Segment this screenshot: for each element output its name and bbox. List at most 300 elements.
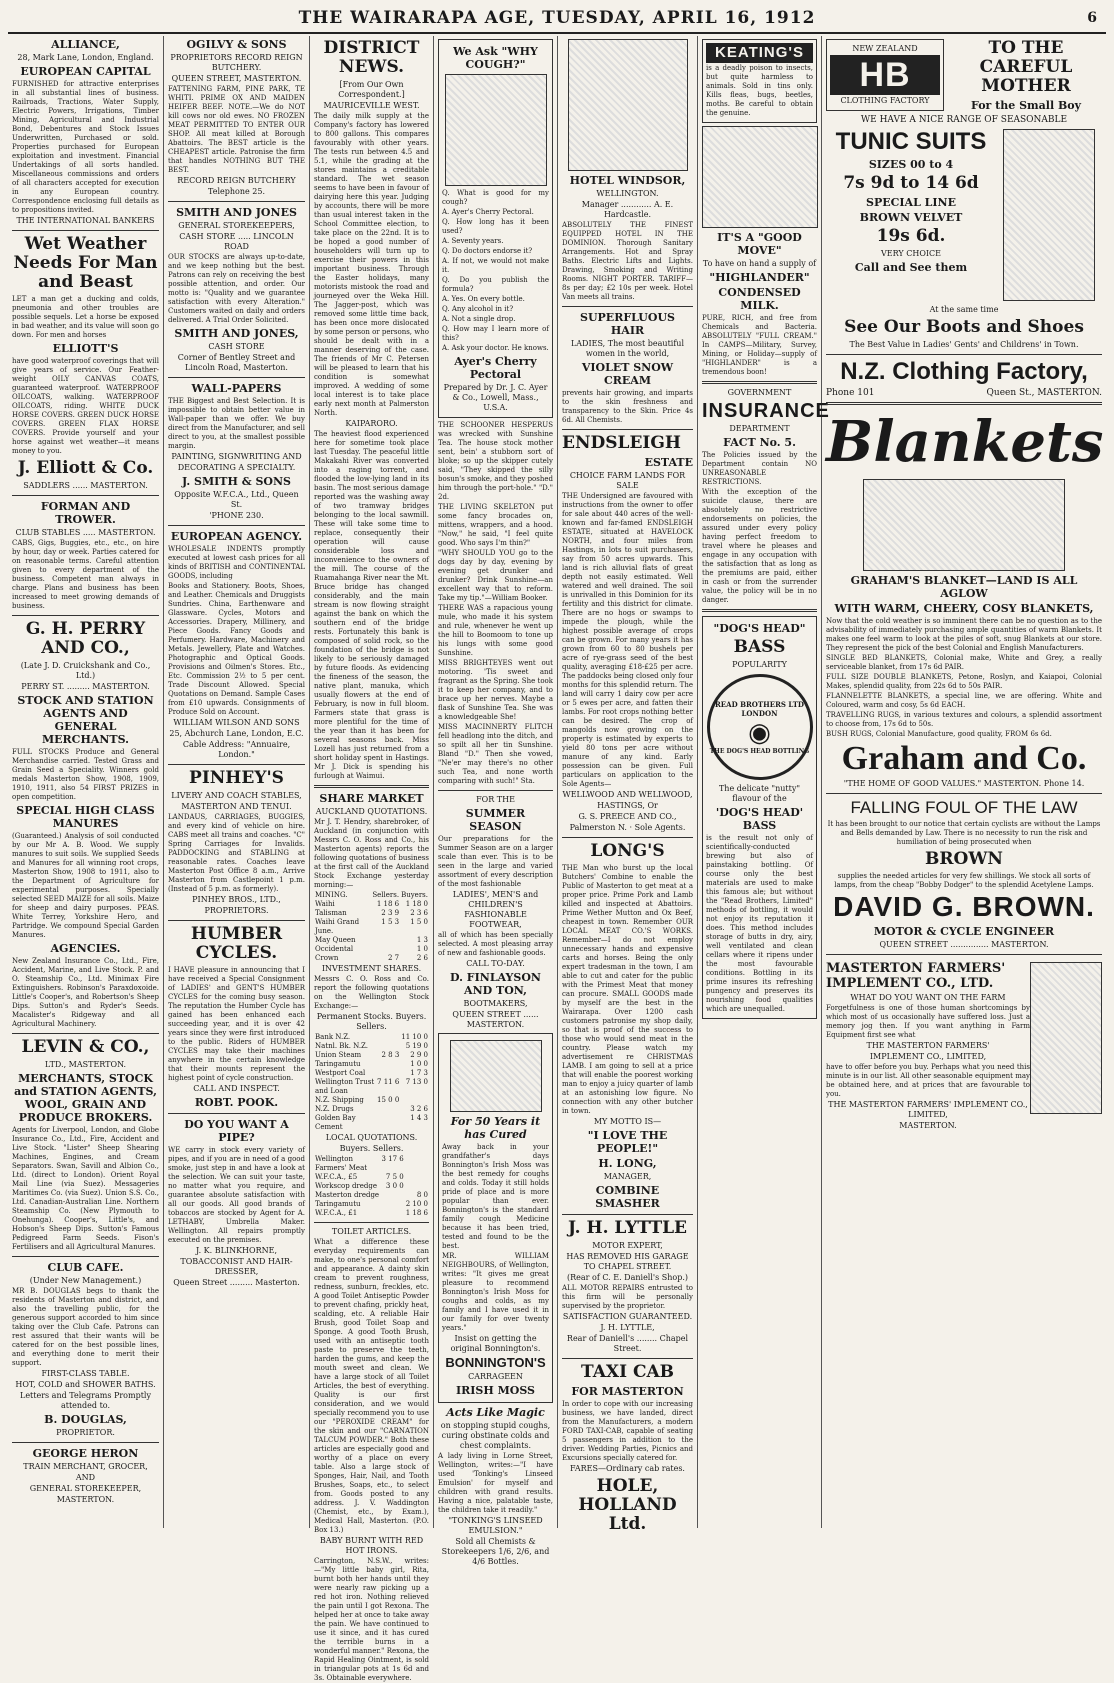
bonningtons-brand: BONNINGTON'S — [445, 1355, 546, 1370]
bass-ad — [702, 616, 817, 1019]
auckland-text: Mr J. T. Hendry, sharebroker, of Auckland (in conjunction with Messrs C. O. Ross and Co., his Masterton agents) reports the following quotations of business at the first call of the Auckland Stock Exchange yesterday morning:— — [314, 818, 429, 889]
local-quotations: LOCAL QUOTATIONS. — [325, 1133, 418, 1142]
fares-line: FARES—Ordinary cab rates. — [570, 1464, 685, 1473]
heron-town: MASTERTON. — [56, 1495, 115, 1504]
dog-icon: ◉ — [748, 717, 771, 748]
auckland-quotations: AUCKLAND QUOTATIONS. — [315, 807, 428, 816]
pinhey-proprietors: PROPRIETORS. — [204, 906, 269, 915]
ghp-heading: G. H. PERRY AND CO., — [25, 619, 146, 658]
hb-header — [826, 36, 1102, 114]
lyttle-text: ALL MOTOR REPAIRS entrusted to this firm will be personally supervised by the proprietor. — [562, 1284, 693, 1310]
ayers-ad — [438, 39, 553, 418]
neighbour-text: MR. WILLIAM NEIGHBOURS, of Wellington, writes: "It gives me great pleasure to recommend Bonnington's Irish Moss for coughs and colds, as my family and I have used it in our family for over twenty years." — [442, 1252, 549, 1332]
table-row — [314, 1182, 429, 1191]
why-cough-heading: We Ask "WHY COUGH?" — [453, 45, 538, 71]
jsmith-name: J. SMITH & SONS — [182, 475, 291, 488]
row-value — [405, 1182, 429, 1191]
club-cafe-heading: CLUB CAFE. — [47, 1261, 124, 1274]
carrageen-line: CARRAGEEN — [468, 1372, 523, 1381]
read-bros-label: READ BROTHERS LTD LONDON — [714, 699, 805, 718]
row-value: 11 10 0 — [401, 1033, 428, 1041]
row-value — [380, 1191, 404, 1200]
keatings-text: is a deadly poison to insects, but quite harmless to animals. Sold in tins only. Kills fleas, bugs, beetles, moths. Be careful to obtain the genuine. — [706, 64, 813, 117]
opposite-line: Opposite W.F.C.A., Ltd., Queen St. — [174, 490, 299, 509]
stock-agents-heading: STOCK AND STATION AGENTS AND GENERAL MERCHANTS. — [17, 694, 154, 746]
camp-illustration — [702, 126, 818, 228]
livery-town: MASTERTON AND TENUI. — [181, 802, 292, 811]
wilson-name: WILLIAM WILSON AND SONS — [173, 718, 300, 727]
table-row — [314, 1033, 429, 1042]
column-6 — [698, 36, 830, 1528]
row-name: Waihi — [315, 900, 335, 908]
estate-heading: ESTATE — [644, 456, 693, 469]
heron-store: GENERAL STOREKEEPER, — [29, 1484, 142, 1493]
row-name: Westport Coal — [315, 1069, 366, 1077]
single-bed-text: SINGLE BED BLANKETS, Colonial make, White and Grey, a really serviceable blanket, from 17s 6d PAIR. — [826, 654, 1102, 671]
tonking-brand: "TONKING'S LINSEED EMULSION." — [448, 1516, 543, 1535]
combine-smasher: COMBINE SMASHER — [595, 1184, 660, 1210]
price-2: 19s 6d. — [876, 226, 946, 246]
douglas-name: B. DOUGLAS, — [44, 1413, 127, 1426]
mauriceville-text: The daily milk supply at the Company's factory has lowered to 800 gallons. This compares favourably with other years. The tests run between 4.5 and 5.1, while the grading at the stores maintains a creditable standard. The wet season seems to have been in favour of dairying here this year. Judging by accounts, there will be more than usual interest taken in the School Committee election, to take place on the 22nd. It is to be hoped a good number of householders will turn up to exercise their powers in this important business. Through the Easter holidays, many motorists mistook the road and journeyed over the Weka Hill. The Jagger-post, which was removed some little time back, has been once more dislocated by some person or persons, who should be dealt with in a manner deserving of the case. The friends of Mr C. Petersen will be pleased to learn that his condition is somewhat improved. A wedding of some local interest is to take place early next month at Palmerston North. — [314, 112, 429, 417]
brown-heading: BROWN — [925, 849, 1003, 869]
highlander-heading: "HIGHLANDER" — [709, 271, 810, 284]
row-value: 2 3 6 — [410, 909, 428, 917]
magic-heading: Acts Like Magic — [446, 1406, 545, 1419]
elliotts-heading: ELLIOTT'S — [52, 342, 119, 355]
mfi-town: MASTERTON. — [899, 1121, 957, 1130]
table-row — [314, 1155, 429, 1173]
table-row — [314, 954, 429, 963]
price-1: 7s 9d to 14 6d — [843, 173, 979, 193]
column-4 — [434, 36, 558, 1566]
government-line: GOVERNMENT — [727, 388, 792, 397]
levin-merchants: MERCHANTS, STOCK and STATION AGENTS, WOOL, GRAIN AND PRODUCE BROKERS. — [14, 1072, 157, 1124]
lyttle-heading: J. H. LYTTLE — [567, 1218, 688, 1238]
row-value: 1 5 0 — [410, 918, 428, 926]
keatings-brand: KEATING'S — [706, 43, 813, 63]
row-value — [380, 1209, 404, 1218]
wet-weather-text: LET a man get a ducking and colds, pneumonia and other troubles are possible sequels. Let a horse be exposed in bad weather, and its value will soon go down. For men and horses — [12, 295, 160, 339]
row-name: Union Steam — [315, 1051, 362, 1059]
pinhey-text: LANDAUS, CARRIAGES, BUGGIES, and every kind of vehicle on hire. CABS meet all trains and coaches. "C" Spring Carriages for Invalids. PADDOCKING and STABLING at reasonable rates. Coaches leave Masterton Post Office 8 a.m., Arrive Masterton from Castlepoint 1 p.m. (Instead of 5 p.m. as formerly). — [168, 813, 305, 893]
motor-expert-line: MOTOR EXPERT, — [592, 1241, 663, 1250]
row-value: 1 0 0 — [410, 1060, 428, 1068]
perry-text: FULL STOCKS Produce and General Merchandise carried. Tested Grass and Grain Seed a Speciality. Winners gold medals Masterton Show, 1908, 1909, 1910, 1911, also 54 FIRST PRIZES in open competition. — [12, 748, 159, 801]
sellers-label: Sellers. — [372, 891, 400, 899]
pinhey-heading: PINHEY'S — [189, 768, 284, 788]
table-row — [314, 936, 429, 945]
hole-holland: HOLE, HOLLAND Ltd. — [578, 1476, 677, 1534]
insurance-heading: INSURANCE — [702, 400, 830, 422]
mfi-text-2: have to offer before you buy. Perhaps what you need this minute is in our list. All other seasonable equipment may be obtained here, and at prices that are favourable to you. — [826, 1063, 1030, 1098]
wellwood-line: WELLWOOD AND WELLWOOD, — [562, 790, 693, 799]
table-row — [314, 1051, 429, 1060]
row-name: Wellington Trust and Loan — [315, 1078, 375, 1095]
graham-land-line: GRAHAM'S BLANKET—LAND IS ALL AGLOW — [850, 574, 1078, 600]
phone-101: Phone 101 — [826, 388, 875, 398]
phone-line: 'PHONE 230. — [209, 511, 264, 520]
bush-rugs-text: BUSH RUGS, Colonial Manufacture, good quality, FROM 6s 6d. — [826, 730, 1052, 738]
flitch-text: MISS MACINNERTY FLITCH fell headlong into the ditch, and so spilt all her tin Sunshine. Bland "D." Then she vowed, "Ne'er may there's no other such Tea, and none worth comparing with such!" Sta. — [438, 723, 553, 785]
tonking-sub: Sold all Chemists & Storekeepers 1/6, 2/6, and 4/6 Bottles. — [441, 1537, 550, 1566]
heron-heading: GEORGE HERON — [32, 1447, 139, 1460]
agencies-text: New Zealand Insurance Co., Ltd., Fire, Accident, Marine, and Live Stock. P. and O. Steamship Co., Ltd. Minimax Fire Extinguishers. Robinson's Paraxdoxoide. Little's Cooper's, and Robertson's Sheep Dips. Sutton's and Ryder's Seeds. Macalister's Ridgeway and all Agricultural Machinery. — [12, 957, 159, 1028]
row-value: 2 7 — [387, 954, 400, 962]
special-line: SPECIAL LINE — [866, 196, 956, 209]
bass-bottle-label — [707, 674, 813, 780]
falling-text: It has been brought to our notice that certain cyclists are without the Lamps and Bells demanded by Law. There is no necessity to run the risk and humiliation of being prosecuted when — [827, 820, 1101, 846]
boots-heading: See Our Boots and Shoes — [844, 317, 1084, 337]
blankets-heading: Blankets — [826, 409, 1104, 475]
table-row — [314, 1105, 429, 1114]
skeleton-text: THE LIVING SKELETON put some fancy brocades on, mittens, wrappers, and a hood. "Now," he said, "I feel quite good. Who says I'm thin?" — [438, 503, 553, 547]
butchery-line: RECORD REIGN BUTCHERY — [177, 176, 296, 185]
heron-text: TRAIN MERCHANT, GROCER, — [23, 1462, 148, 1471]
baby-text: Carrington, N.S.W., writes:—"My little baby girl, Rita, burnt both her hands until they were nearly raw picking up a red hot iron. Nothing relieved the pain until I got Rexona. The helped her at once to take away the pain. We have continued to use it since, and it has cured the terrible burns in a wonderful manner." Rexona, the Rapid Healing Ointment, is sold in triangular pots at 1s 6d and 3s. Obtainable everywhere. — [314, 1557, 429, 1682]
toilet-text: What a difference these everyday requirements can make, to one's personal comfort and appearance. A dainty skin cream to prevent roughness, redness, sunburn, freckles, etc. A good Toilet Antiseptic Powder to prevent chafing, prickly heat, scalding, etc. A reliable Hair Brush, good Toilet Soap and Sponge. A good Tooth Brush, used with an antiseptic tooth paste to preserve the teeth, harden the gums, and keep the mouth sweet and clean. We have a large stock of all Toilet Articles, the best of everything. Quality is our first consideration, and we would specially recommend you to use our "PEROXIDE CREAM" for the skin and our "CARNATION TALCUM POWDER." Both these articles are especially good and worthy of a place on every table. Also a large stock of Sponges, Hair, Nail, and Tooth Brushes, Soaps, etc., to select from. Goods posted to any address. J. V. Waddington (Chemist, etc., by Exam.), Medical Hall, Masterton. (P.O. Box 13.) — [314, 1238, 429, 1534]
row-value: 3 17 6 — [381, 1155, 404, 1163]
boy-illustration — [1003, 129, 1095, 301]
correspondent-line: [From Our Own Correspondent.] — [338, 80, 405, 99]
forman-heading: FORMAN AND TROWER. — [40, 500, 131, 526]
satisfaction-line: SATISFACTION GUARANTEED. — [562, 1312, 693, 1321]
summer-heading: SUMMER SEASON — [465, 807, 526, 833]
row-value: 1 4 3 — [410, 1114, 428, 1122]
row-name: Taringamutu — [315, 1200, 361, 1208]
cash-store-2: CASH STORE — [208, 342, 265, 351]
column-1 — [8, 36, 164, 1528]
taxi-heading: TAXI CAB — [580, 1362, 675, 1382]
man-illustration — [450, 1040, 542, 1112]
graham-co-heading: Graham and Co. — [841, 740, 1087, 777]
choice-farm: CHOICE FARM LANDS FOR SALE — [569, 471, 686, 490]
table-row — [314, 1060, 429, 1069]
indent-heading: WHOLESALE INDENTS promptly executed at lowest cash prices for all kinds of BRITISH and CONTINENTAL GOODS, including — [168, 545, 305, 580]
masthead-title: THE WAIRARAPA AGE, TUESDAY, APRIL 16, 1912 — [298, 8, 816, 28]
popularity-line: POPULARITY — [732, 660, 787, 669]
qa-line: Q. What is good for my cough? — [442, 189, 549, 206]
row-value — [371, 936, 400, 945]
levin-heading: LEVIN & CO., — [21, 1037, 150, 1057]
row-value: 15 0 0 — [377, 1096, 400, 1104]
page-number: 6 — [1087, 10, 1098, 26]
row-value: 2 10 0 — [405, 1200, 428, 1208]
humber-text: I HAVE pleasure in announcing that I have received a Special Consignment of LADIES' and GENT'S HUMBER CYCLES for the coming busy season. The reputation the Humber Cycle has gained has been enhanced each succeeding year, and it is over 42 years since they were first introduced to the public. Riders of HUMBER CYCLES may take their machines anywhere in the certain knowledge that their mounts represent the highest point of cycle construction. — [168, 966, 305, 1082]
qa-line: A. Ask your doctor. He knows. — [442, 344, 549, 352]
longs-heading: LONG'S — [590, 841, 665, 861]
hb-brand: NEW ZEALAND — [852, 44, 918, 53]
choice-line: VERY CHOICE — [881, 249, 941, 258]
decorating-line: DECORATING A SPECIALTY. — [177, 463, 296, 472]
investment-columns: Permanent Stocks. Buyers. Sellers. — [316, 1012, 427, 1031]
ogilvy-heading: OGILVY & SONS — [186, 38, 287, 51]
pook-name: ROBT. POOK. — [194, 1096, 279, 1109]
cable-address: Cable Address: "Annuaire, London." — [182, 740, 291, 759]
row-value — [376, 1060, 400, 1069]
cafe-baths: HOT, COLD and SHOWER BATHS. — [15, 1380, 156, 1389]
pinhey-bros: PINHEY BROS., LTD., — [192, 895, 281, 904]
row-name: Crown — [315, 954, 339, 962]
row-value: 1 7 3 — [410, 1069, 428, 1077]
mfi-text: Forgetfulness is one of those human shortcomings by which most of us occasionally have suffered loss. Just a memory jog then. If you want anything in Farm Equipment first see what — [826, 1004, 1030, 1039]
row-value — [371, 945, 400, 954]
table-row — [314, 1200, 429, 1209]
table-row — [314, 1191, 429, 1200]
blankets-illustration — [863, 479, 1065, 571]
tobacconist-line: TOBACCONIST AND HAIR-DRESSER, — [180, 1257, 293, 1276]
painting-line: PAINTING, SIGNWRITING AND — [171, 452, 302, 461]
kaiparoro-heading: KAIPARORO. — [345, 419, 398, 428]
row-name: N.Z. Drugs — [315, 1105, 354, 1113]
qa-line: A. Not a single drop. — [442, 315, 516, 323]
row-value — [376, 1033, 400, 1042]
endsleigh-text: THE Undersigned are favoured with instructions from the owner to offer for sale about 440 acres of the well-known and far-famed ENDSLEIGH ESTATE, situated at HAVELOCK NORTH, and four miles from Hastings, in lots to suit purchasers, say from 50 acres upwards. This land is rich alluvial flats of great depth not easily estimated. Well watered and well drained. The soil is unrivalled in this Dominion for its fertility and this district for climate. There are no hogs or swamps to impede the plough, while the highest possible average of crops can be grown. For many years it has grown from 60 to 80 bushels per acre of rye-grass seed of the best quality, averaging £18-£25 per acre. The paddocks being closed only four months for this splendid return. The land will carry 1 dairy cow per acre or 5 ewes per acre, and fatten their lambs. For root crops nothing better can be desired. The crop of mangolds now growing on the property is estimated by experts to yield 80 tons per acre without manure of any kind. Early possession can be given. Full particulars on application to the Sole Agents— — [562, 492, 693, 788]
dgb-address: QUEEN STREET ............... MASTERTON. — [879, 940, 1049, 949]
motto-line: MY MOTTO IS— — [593, 1117, 662, 1126]
row-value: 3 2 6 — [410, 1105, 428, 1113]
hastings-line: HASTINGS, Or — [597, 801, 658, 810]
levin-text: Agents for Liverpool, London, and Globe Insurance Co., Ltd., Fire, Accident and Live Stock. "Lister" Sheep Shearing Machines, Engines, and Cream Separators. Swan, Savill and Albion Co., Ltd. (direct to London). Orient Royal Mail Line (via Suez). Messageries Maritimes Co. (via Suez). Union S.S. Co., Ltd. Canadian-Australian Line. Northern Steamship Co. (New Plymouth to Onehunga). Cooper's, Little's, and Hobson's Sheep Dips. Sutton's Famous Pedigreed Farm Seeds. Fison's Fertilisers and all Agricultural Manures. — [12, 1126, 159, 1251]
footwear-line: LADIES', MEN'S and CHILDREN'S FASHIONABLE FOOTWEAR, — [452, 890, 539, 929]
careful-mother-block — [950, 36, 1102, 114]
mauriceville-heading: MAURICEVILLE WEST. — [323, 101, 420, 110]
mfi-subheading: WHAT DO YOU WANT ON THE FARM — [850, 993, 1006, 1002]
summer-text: Our preparations for the Summer Season are on a larger scale than ever. This is to be seen in the large and varied assortment of every description of the most fashionable — [438, 835, 553, 888]
row-value — [376, 1114, 400, 1132]
brighteyes-text: MISS BRIGHTEYES went out motoring. 'Tis sweet and fragrant as the Spring. She took it to keep her company, and to brace up her nerves. Maybe a flask of Sunshine Tea. She was a knowledgeable She! — [438, 659, 553, 721]
love-people-line: "I LOVE THE PEOPLE!" — [587, 1129, 668, 1155]
fifty-years-heading: For 50 Years it has Cured — [450, 1115, 541, 1141]
row-value — [405, 1155, 429, 1173]
agencies-heading: AGENCIES. — [50, 942, 121, 955]
table-row — [314, 918, 429, 936]
irish-moss-line: IRISH MOSS — [455, 1384, 535, 1397]
club-cafe-subheading: (Under New Management.) — [29, 1276, 142, 1285]
livery-line: LIVERY AND COACH STABLES, — [171, 791, 302, 800]
elliott-text: have good waterproof coverings that will give years of service. Our Feather-weight OILY CANVAS COATS, guaranteed waterproof. WATERPROOF OILCOATS, walking. WATERPROOF OILCOATS, riding. WHITE DUCK HORSE COVERS. GREEN DUCK HORSE COVERS. GREEN FLAX HORSE COVERS. Provide yourself and your horse against wet weather—it means money to you. — [12, 357, 159, 455]
share-market-heading: SHARE MARKET — [319, 792, 424, 805]
same-time-line: At the same time — [929, 305, 999, 314]
flannelette-text: FLANNELETTE BLANKETS, a special line, we are offering. White and Coloured, warm and cosy, 5s 6d EACH. — [826, 692, 1102, 709]
club-cafe-text: MR B. DOUGLAS begs to thank the residents of Masterton and district, and also the travelling public, for the generous support accorded to him since taking over the Club Cafe. Patrons can rest assured that their wants will be catered for on the best possible lines, and everything done to merit their support. — [12, 1287, 159, 1367]
douglas-proprietor: PROPRIETOR. — [56, 1428, 115, 1437]
column-2 — [164, 36, 310, 1528]
brown-text: supplies the needed articles for very few shillings. We stock all sorts of lamps, from the cheap "Bobby Dodger" to the splendid Acetylene Lamps. — [834, 872, 1094, 889]
perry-st-line: PERRY ST. ......... MASTERTON. — [21, 682, 150, 691]
alliance-address: 28, Mark Lane, London, England. — [17, 53, 154, 62]
queen-st-7: Queen St., MASTERTON. — [986, 388, 1102, 398]
table-row — [314, 1173, 429, 1182]
call-see-line: Call and See them — [854, 261, 968, 274]
wallpapers-heading: WALL-PAPERS — [191, 382, 282, 395]
row-value — [380, 1200, 404, 1209]
row-value: 2 3 9 — [381, 909, 400, 917]
double-bed-text: FULL SIZE DOUBLE BLANKETS, Petone, Roslyn, and Kaiapoi, Colonial Makes, splendid quality, from 22s 6d to 50s PAIR. — [826, 673, 1102, 690]
tunic-block — [826, 126, 1102, 304]
local-table — [314, 1155, 429, 1218]
mfi-block — [826, 959, 1102, 1132]
value-line: The Best Value in Ladies' Gents' and Childrens' in Town. — [849, 340, 1079, 349]
investment-table — [314, 1033, 429, 1132]
row-value: 5 19 0 — [405, 1042, 428, 1050]
row-value — [376, 1105, 400, 1114]
qa-line: Q. How long has it been used? — [442, 218, 549, 235]
hlong-manager: MANAGER, — [603, 1172, 652, 1181]
dogs-bass-heading: 'DOG'S HEAD' BASS — [715, 806, 804, 832]
row-name: Wellington Farmers' Meat — [315, 1155, 368, 1172]
woman-illustration — [445, 74, 547, 186]
club-stables-line: CLUB STABLES ..... MASTERTON. — [15, 528, 156, 537]
rear-line: (Rear of C. E. Daniell's Shop.) — [566, 1273, 688, 1282]
row-value: 3 0 0 — [385, 1182, 404, 1190]
bonningtons-ad — [438, 1033, 553, 1403]
wellington-line: WELLINGTON. — [596, 189, 659, 198]
bass-text: is the result not only of scientifically-conducted brewing but also of painstaking bottling. Of course only the best materials are used to make this famous ale; but without the "Read Brothers, Limited" methods of bottling, it would not enjoy its reputation it does. This method includes storage of butts in dry, airy, well ventilated and clean cellars where it ripens under the most favourable conditions. Bottling in its prime insures its refreshing pungency and preserves its nourishing food qualities which are unequalled. — [706, 834, 813, 1013]
hesperus-text: THE SCHOONER HESPERUS was wrecked with Sunshine Tea. The house stock mother sent, bein' a stubborn sort of bloke; so up the skipper cutely said, "They skipped the silly bosun's smoke, and they poshed him through the port-hole." "D." 2d. — [438, 421, 553, 501]
row-value: 1 18 6 — [376, 900, 400, 908]
row-value: 2 9 0 — [410, 1051, 428, 1059]
humber-heading: HUMBER CYCLES. — [190, 924, 283, 963]
delicate-line: The delicate "nutty" flavour of the — [718, 784, 801, 803]
wet-weather-heading: Wet Weather Needs For Man and Beast — [13, 234, 158, 292]
qa-line: A. Seventy years. — [442, 237, 504, 245]
toilet-heading: TOILET ARTICLES. — [331, 1227, 412, 1236]
row-name: Bank N.Z. — [315, 1033, 351, 1041]
ogilvy-text: FATTENING FARM, PINE PARK, TE WHITI. PRIME OX AND MAIDEN HEIFER BEEF. NOTE.—We do NOT kill cows nor old ewes. NO FROZEN MEAT PERMITTED TO ENTER OUR SHOP. All meat killed at Borough Abattoirs. The BEST article is the CHEAPEST article. Patronise the firm that handles NOTHING BUT THE BEST. — [168, 85, 305, 174]
queen-st-line: QUEEN STREET, MASTERTON. — [171, 74, 302, 83]
windsor-heading: HOTEL WINDSOR, — [569, 174, 686, 187]
dgb-heading: DAVID G. BROWN. — [833, 891, 1095, 922]
fact-text: The Policies issued by the Department contain NO UNREASONABLE RESTRICTIONS. — [702, 451, 817, 486]
pointing-man-illustration — [1030, 962, 1102, 1114]
good-move-sub: To have on hand a supply of — [702, 259, 817, 268]
wilson-address: 25, Abchurch Lane, London, E.C. — [169, 729, 304, 738]
corner-line: Corner of Bentley Street and Lincoln Road, Masterton. — [177, 353, 296, 372]
mfi-co: IMPLEMENT CO., LIMITED, — [869, 1052, 987, 1061]
longs-text: THE Man who burst up the local Butchers' Combine to enable the Public of Masterton to get meat at a proper price. Prime Pork and Lamb killed and inspected at Abattoirs. Prime Wether Mutton and Ox Beef, cheapest in town. Remember OUR LOCAL MEAT CO.'S WORKS. Remember—I do not employ unnecessary hands and expensive carts and horses. Being the only expert tradesman in the town, I am able to cut and cater for the public with the Primest Meat that money can procure. SMALL GOODS made by myself are the best in the Wairarapa. Over 1200 cash customers patronise my shop daily, so that is proof of the success to those who would send meat in the country. Please watch my advertisement re CHRISTMAS LAMB. I am going to sell at a price that will enable the poorest working man to enjoy a juicy quarter of lamb at an astonishing low figure. No connection with any other butcher in town. — [562, 864, 693, 1115]
table-row — [314, 1114, 429, 1132]
masthead — [8, 4, 1106, 34]
table-row — [314, 1209, 429, 1218]
cafe-letters: Letters and Telegrams Promptly attended to. — [20, 1391, 151, 1410]
ghp-subheading: (Late J. D. Cruickshank and Co., Ltd.) — [20, 661, 151, 680]
qa-line: Q. Do doctors endorse it? — [442, 247, 533, 255]
careful-heading: TO THE CAREFUL MOTHER — [979, 38, 1073, 96]
mule-text: THERE WAS a rapacious young mule, who made it his system and rule, whenever he went up the hill to Boomoom to tone up his lungs with some good Sunshine. — [438, 604, 553, 657]
taxi-for: FOR MASTERTON — [571, 1385, 684, 1398]
garage-line: HAS REMOVED HIS GARAGE TO CHAPEL STREET. — [566, 1252, 689, 1271]
fact-more: With the exception of the suicide clause, there are absolutely no restrictive endorsements on policies, the assured under every policy having perfect freedom to travel where he pleases and engage in any occupation with the satisfaction that as long as the premiums are paid, either in cash or from the surrender value, the policy will be in no danger. — [702, 488, 817, 604]
bottling-label: THE DOG'S HEAD BOTTLING — [709, 747, 810, 755]
row-name: Occidental — [315, 945, 354, 953]
mfi-name: THE MASTERTON FARMERS' — [866, 1041, 990, 1050]
lyttle-name: J. H. LYTTLE, — [600, 1323, 655, 1332]
rugs-text: TRAVELLING RUGS, in various textures and colours, a splendid assortment to choose from, 17s 6d to 50s. — [826, 711, 1102, 728]
preece-line: G. S. PREECE AND CO., — [578, 812, 677, 821]
call-today: CALL TO-DAY. — [466, 959, 525, 968]
home-values-line: "THE HOME OF GOOD VALUES." MASTERTON. Phone 14. — [843, 779, 1085, 788]
condensed-heading: CONDENSED MILK. — [718, 286, 801, 312]
table-row — [314, 1096, 429, 1105]
row-value: 1 0 — [416, 945, 428, 953]
footwear-text: all of which has been specially selected. A most pleasing array of new and fashionable goods. — [438, 931, 553, 957]
general-store-line: GENERAL STOREKEEPERS, — [178, 221, 295, 230]
cash-store-line: CASH STORE ..... LINCOLN ROAD — [179, 232, 294, 251]
for-the: FOR THE — [476, 795, 515, 804]
taxi-text: In order to cope with our increasing business, we have landed, direct from the Manufacturers, a modern FORD TAXI-CAB, capable of seating 5 passengers in addition to the driver. Wedding Parties, Picnics and Excursions specially catered for. — [562, 1400, 693, 1462]
indent-text: Books and Stationery. Boots, Shoes, and Leather. Chemicals and Druggists Sundries. China, Earthenware and Glassware. Cycles, Motors and Accessories. Drapery, Millinery, and Piece Goods. Fancy Goods and Perfumery. Hardware, Machinery and Metals. Jewellery, Plate and Watches. Photographic and Optical Goods. Provisions and Oilmen's Stores. Etc., Etc. Commission 2½ to 5 per cent. Trade Discount Allowed. Special Quotations on Demand. Sample Cases from £10 upwards. Consignments of Produce Sold on Account. — [168, 582, 305, 716]
investment-text: Messrs C. O. Ross and Co. report the following quotations on the Wellington Stock Exchange:— — [314, 975, 429, 1010]
nz-factory-heading: N.Z. Clothing Factory, — [840, 358, 1088, 385]
queen-st-2: Queen Street ......... Masterton. — [173, 1278, 300, 1287]
bass-heading: BASS — [733, 637, 786, 657]
table-row — [314, 900, 429, 909]
mfi-text-block — [826, 959, 1030, 1132]
european-capital-heading: EUROPEAN CAPITAL — [20, 65, 151, 78]
ayers-brand: Ayer's Cherry Pectoral — [454, 355, 537, 381]
row-name: Taringamutu — [315, 1060, 361, 1068]
pipe-heading: DO YOU WANT A PIPE? — [184, 1118, 289, 1144]
hb-logo — [826, 39, 944, 111]
rear-daniell: Rear of Daniell's ........ Chapel Street. — [566, 1334, 689, 1353]
district-news-heading: DISTRICT NEWS. — [323, 38, 420, 77]
row-value: 1 5 3 — [381, 918, 400, 926]
dogs-text: "WHY SHOULD YOU go to the dogs day by day, evening by evening get drunker and drunker? Drink Sunshine—an excellent way that to reform. Take my tip."—William Booker. — [438, 549, 553, 602]
tunic-text-block — [826, 126, 996, 304]
fact-heading: FACT No. 5. — [723, 436, 796, 449]
investment-heading: INVESTMENT SHARES. — [321, 964, 422, 973]
row-name: N.Z. Shipping — [315, 1096, 364, 1104]
row-value — [376, 1042, 400, 1051]
range-line: WE HAVE A NICE RANGE OF SEASONABLE — [860, 115, 1068, 125]
european-agency-heading: EUROPEAN AGENCY. — [170, 530, 303, 543]
column-7 — [822, 36, 1106, 1528]
qa-line: A. If not, we would not make it. — [442, 257, 549, 274]
row-value: 1 18 6 — [405, 1209, 428, 1217]
forman-text: CABS, Gigs, Buggies, etc., etc., on hire by hour, day or week. Parties catered for on reasonable terms. Careful attention given to every department of the business. Competent man always in charge. Plans and business has been increased to meet growing demands of business. — [12, 539, 159, 610]
row-value — [376, 1069, 400, 1078]
row-value: 2 6 — [416, 954, 428, 962]
mining-label: MINING. — [315, 891, 348, 899]
qa-line: Q. How may I learn more of this? — [442, 325, 549, 342]
magic-sub: on stopping stupid coughs, curing obstinate colds and chest complaints. — [440, 1421, 551, 1450]
row-name: Talisman — [315, 909, 347, 917]
manager-line: Manager ............ A. E. Hardcastle. — [581, 200, 674, 219]
small-boy-line: For the Small Boy — [971, 99, 1081, 112]
baby-heading: BABY BURNT WITH RED HOT IRONS. — [319, 1536, 424, 1555]
queen-st-4: QUEEN STREET ...... MASTERTON. — [452, 1010, 539, 1029]
hotel-illustration — [568, 39, 688, 171]
local-columns: Buyers. Sellers. — [339, 1144, 404, 1153]
table-row — [314, 1078, 429, 1096]
row-value: 7 5 0 — [385, 1173, 404, 1181]
row-value — [400, 1096, 429, 1105]
row-name: W.F.C.A., £1 — [315, 1209, 358, 1217]
smith-jones-2: SMITH AND JONES, — [174, 327, 299, 340]
bankers-line: THE INTERNATIONAL BANKERS — [16, 216, 155, 225]
record-reign-line: PROPRIETORS RECORD REIGN BUTCHERY. — [170, 53, 303, 72]
elliott-co-name: J. Elliott & Co. — [17, 458, 154, 478]
superfluous-heading: SUPERFLUOUS HAIR — [580, 311, 675, 337]
row-name: Masterton dredge — [315, 1191, 380, 1199]
pipe-text: WE carry in stock every variety of pipes, and if you are in need of a good smoke, just step in and have a look at the selection. We can suit your taste, no matter what you require, and guarantee absolute satisfaction with all our goods. All good brands of tobaccos are stocked by Agent for A. LETHABY, Umbrella Maker. Wellington. All repairs promptly executed on the premises. — [168, 1146, 305, 1244]
table-row — [314, 1042, 429, 1051]
qa-line: Q. Any alcohol in it? — [442, 305, 514, 313]
row-value: 7 11 6 — [377, 1078, 400, 1086]
blinkhorne-name: J. K. BLINKHORNE, — [195, 1246, 277, 1255]
hb-letters: HB — [830, 55, 940, 95]
